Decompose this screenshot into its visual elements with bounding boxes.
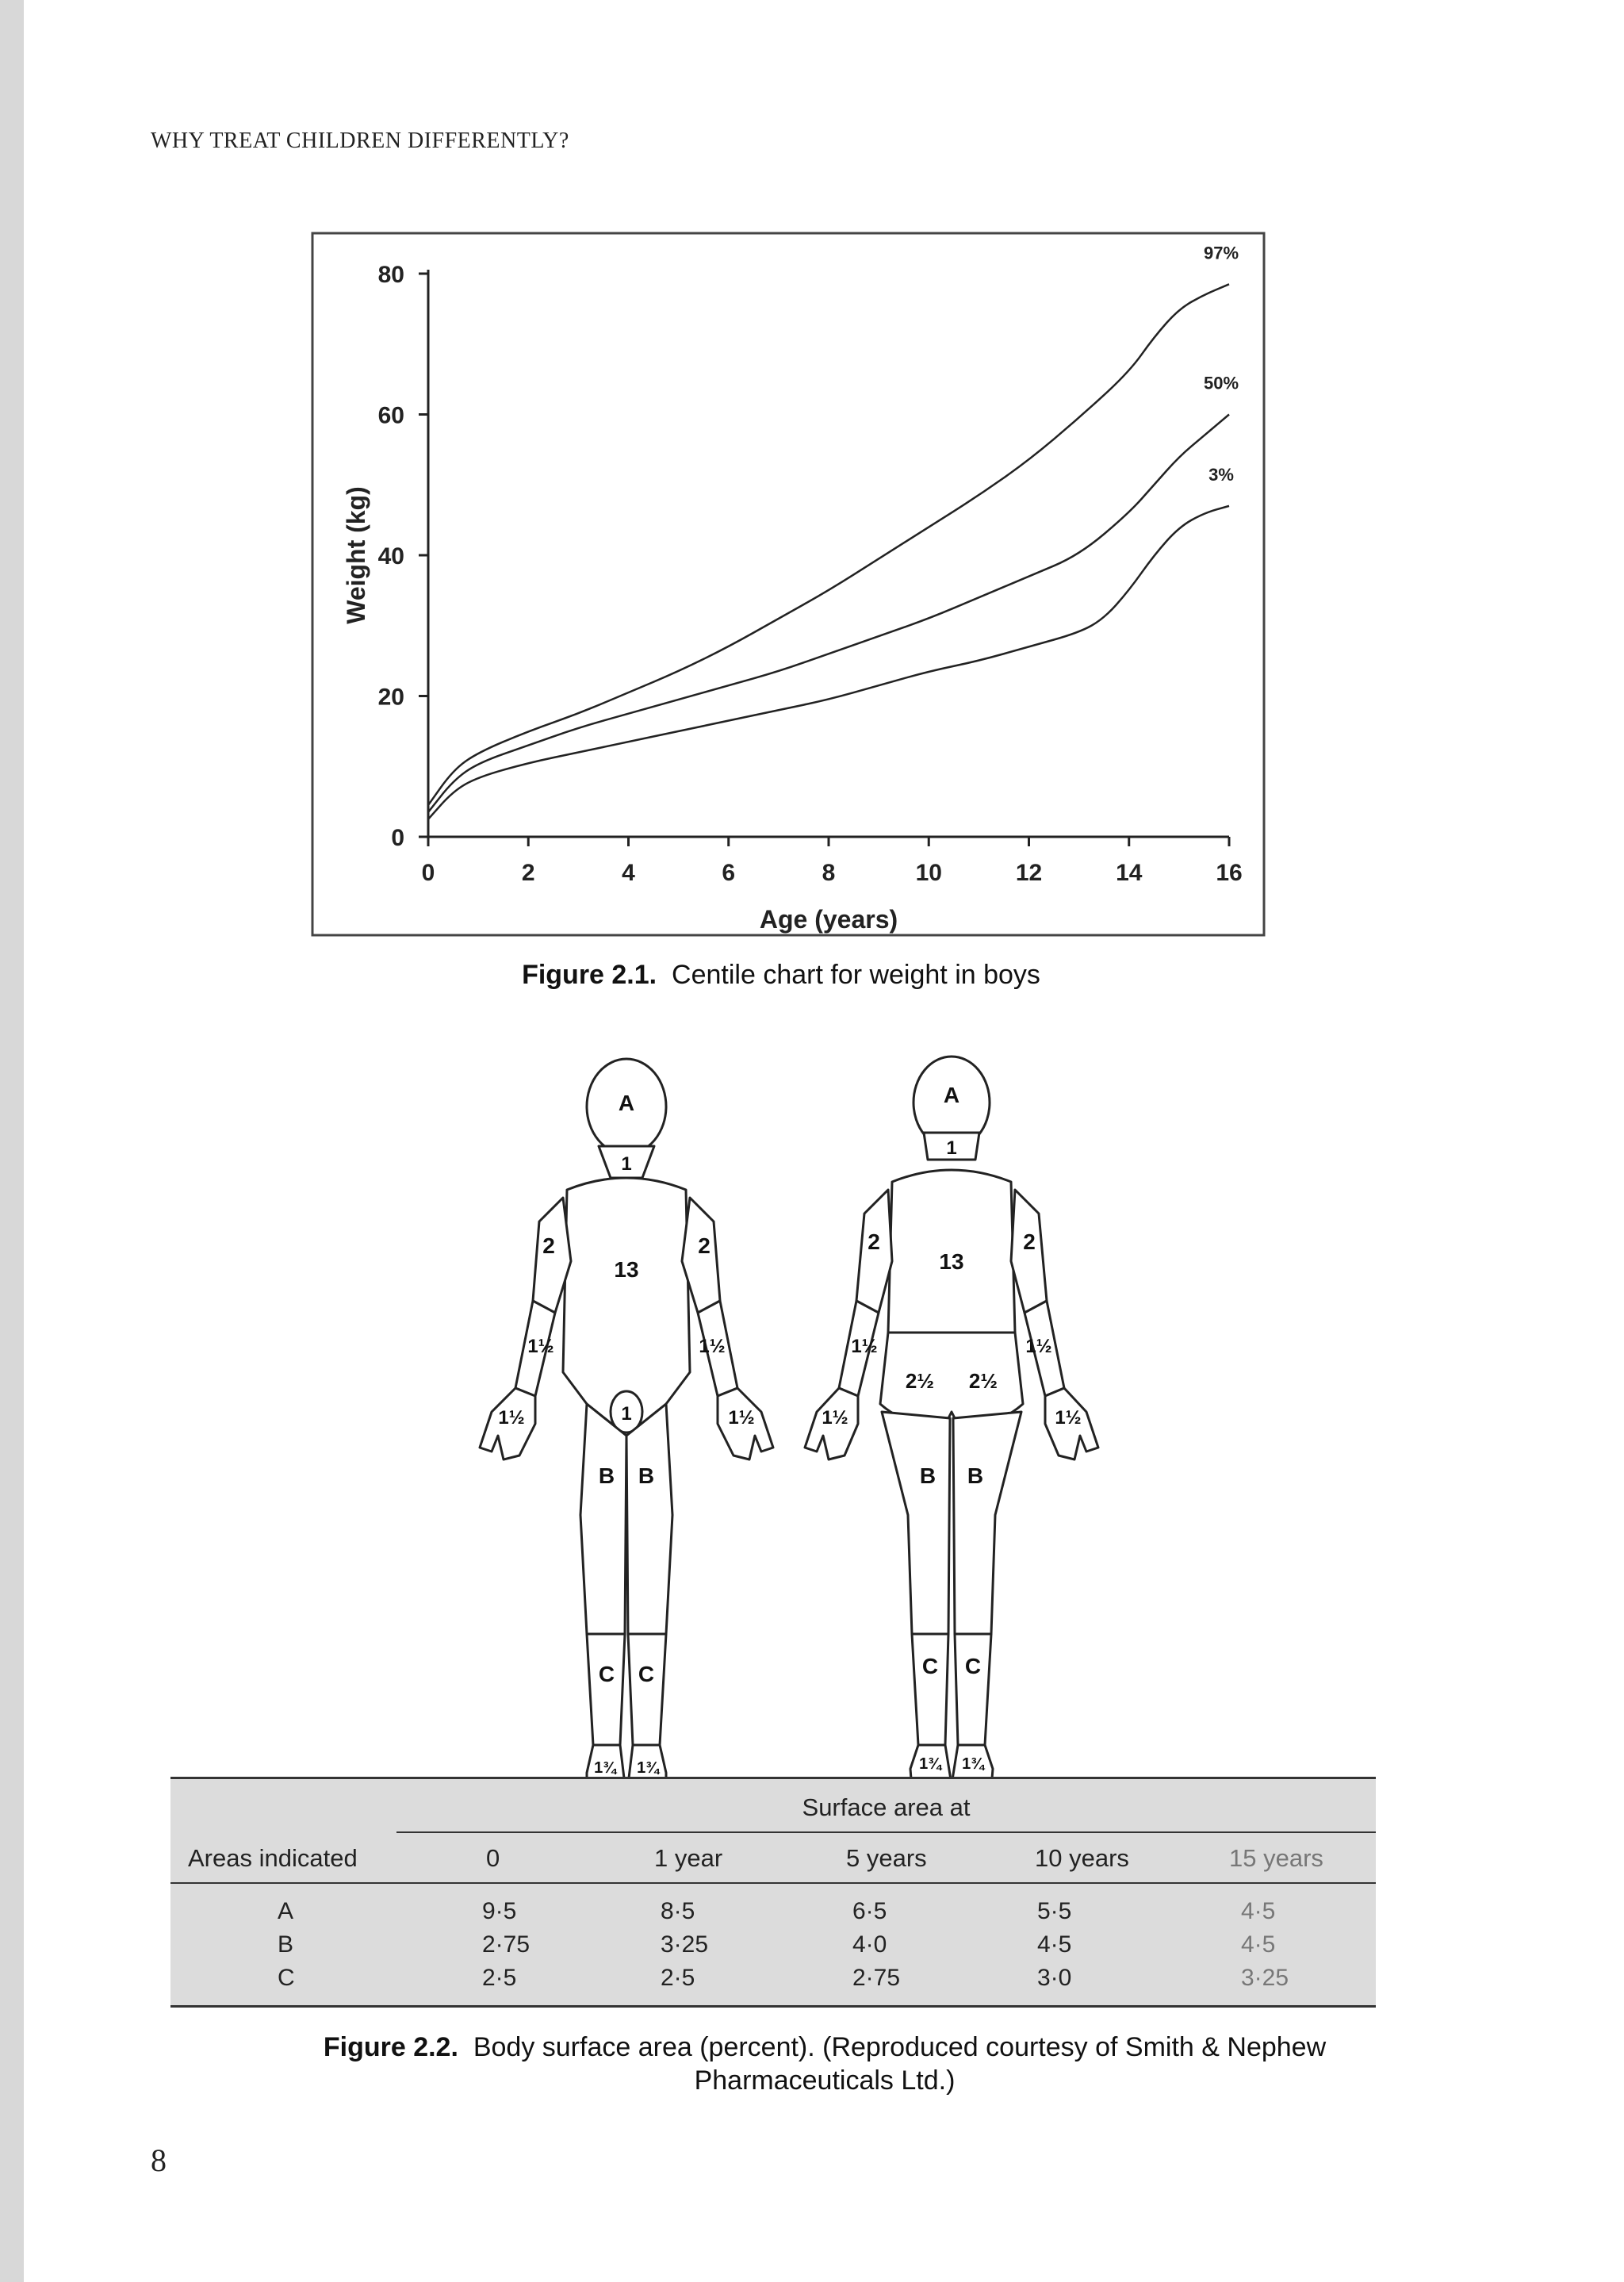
spanner-rule [396,1831,1376,1833]
x-tick-label: 8 [822,860,836,886]
y-tick-label: 60 [377,402,404,429]
front-label-trunk: 13 [614,1257,639,1282]
table-cell: 2·5 [661,1965,695,1991]
x-tick-label: 4 [622,860,635,886]
back-label-buttock-r: 2½ [968,1369,998,1393]
table-cell: 2·75 [852,1965,901,1991]
front-label-leg-r: C [638,1662,655,1686]
table-cell: 4·0 [852,1931,887,1958]
back-label-head: A [943,1083,960,1107]
table-cell: 4·5 [1241,1931,1276,1958]
table-cell: 6·5 [852,1898,887,1924]
front-thigh-r [626,1404,672,1634]
y-tick-label: 80 [377,262,404,288]
table-cell: 2·75 [482,1931,530,1958]
back-label-forearm-r: 1½ [1025,1336,1052,1357]
y-tick-label: 0 [391,825,404,851]
figure-2-2-caption-line1: Body surface area (percent). (Reproduced courtesy of Smith & Nephew [473,2032,1327,2062]
front-label-forearm-r: 1½ [699,1336,726,1357]
column-header-10-years: 10 years [1035,1844,1129,1872]
front-label-upper-arm-l: 2 [542,1233,555,1258]
running-head: WHY TREAT CHILDREN DIFFERENTLY? [151,128,569,153]
row-area-b: B [278,1931,294,1958]
row-area-c: C [278,1965,295,1991]
back-thigh-l [882,1412,950,1634]
surface-area-table [170,1777,1376,2008]
table-spanner-heading: Surface area at [802,1793,971,1821]
column-header-5-years: 5 years [846,1844,927,1872]
front-leg-l [587,1634,625,1745]
x-tick-label: 10 [915,860,942,886]
x-tick-label: 12 [1015,860,1043,886]
x-tick-label: 14 [1116,860,1143,886]
front-label-head: A [618,1091,635,1115]
front-label-upper-arm-r: 2 [698,1233,710,1258]
x-tick-label: 16 [1216,860,1243,886]
figure-2-2-caption-line2: Pharmaceuticals Ltd.) [694,2065,956,2096]
x-axis-label: Age (years) [759,905,898,934]
front-label-genitals: 1 [621,1403,632,1425]
table-cell: 4·5 [1037,1931,1072,1958]
back-label-upper-arm-r: 2 [1023,1229,1036,1254]
back-label-buttock-l: 2½ [905,1369,935,1393]
back-thigh-r [953,1412,1021,1634]
x-tick-label: 2 [521,860,535,886]
back-label-thigh-r: B [967,1463,984,1488]
row-area-a: A [278,1898,294,1924]
back-label-forearm-l: 1½ [851,1336,878,1357]
y-tick-label: 40 [377,543,404,570]
row-header-label: Areas indicated [188,1844,358,1872]
table-cell: 4·5 [1241,1898,1276,1924]
back-leg-l [912,1634,948,1745]
front-thigh-l [580,1404,626,1634]
figure-2-1-caption [317,960,1245,991]
back-label-foot-r: 1¾ [962,1755,984,1773]
front-label-leg-l: C [598,1662,615,1686]
front-label-foot-r: 1¾ [637,1759,659,1777]
column-header-15-years: 15 years [1229,1844,1323,1872]
table-cell: 3·25 [1241,1965,1289,1991]
table-cell: 2·5 [482,1965,517,1991]
back-label-upper-arm-l: 2 [868,1229,880,1254]
x-tick-label: 0 [421,860,435,886]
front-label-foot-l: 1¾ [594,1759,616,1777]
body-surface-diagram [444,1039,1158,1777]
page-number: 8 [151,2142,167,2178]
back-buttocks [880,1333,1023,1424]
table-cell: 9·5 [482,1898,517,1924]
back-label-thigh-l: B [919,1463,936,1488]
back-label-hand-l: 1½ [822,1407,848,1429]
back-leg-r [955,1634,991,1745]
chart-frame [312,233,1264,935]
back-label-leg-l: C [921,1654,939,1678]
centile-chart [309,230,1269,940]
table-cell: 3·25 [661,1931,709,1958]
back-label-leg-r: C [964,1654,982,1678]
table-cell: 5·5 [1037,1898,1072,1924]
front-label-thigh-l: B [598,1463,615,1488]
y-tick-label: 20 [377,684,404,711]
figure-2-2-label: Figure 2.2. [323,2032,458,2062]
header-rule [170,1882,1376,1884]
back-label-trunk: 13 [939,1249,964,1274]
front-label-neck: 1 [621,1153,632,1175]
front-label-hand-l: 1½ [498,1407,525,1429]
front-label-hand-r: 1½ [728,1407,755,1429]
front-label-forearm-l: 1½ [527,1336,554,1357]
table-cell: 8·5 [661,1898,695,1924]
figure-2-2-caption [190,2031,1459,2097]
page-edge-strip [0,0,24,2282]
table-cell: 3·0 [1037,1965,1072,1991]
figure-2-1-caption-text: Centile chart for weight in boys [672,960,1040,990]
front-leg-r [628,1634,666,1745]
back-label-foot-l: 1¾ [919,1755,941,1773]
back-label-hand-r: 1½ [1055,1407,1082,1429]
front-label-thigh-r: B [638,1463,655,1488]
x-tick-label: 6 [722,860,736,886]
column-header-1-year: 1 year [654,1844,723,1872]
back-label-neck: 1 [946,1137,957,1159]
series-label: 50% [1203,373,1239,393]
series-label: 97% [1203,243,1239,263]
column-header-0: 0 [486,1844,500,1872]
series-label: 3% [1208,464,1234,485]
figure-2-1-label: Figure 2.1. [522,960,657,990]
y-axis-label: Weight (kg) [342,486,370,624]
